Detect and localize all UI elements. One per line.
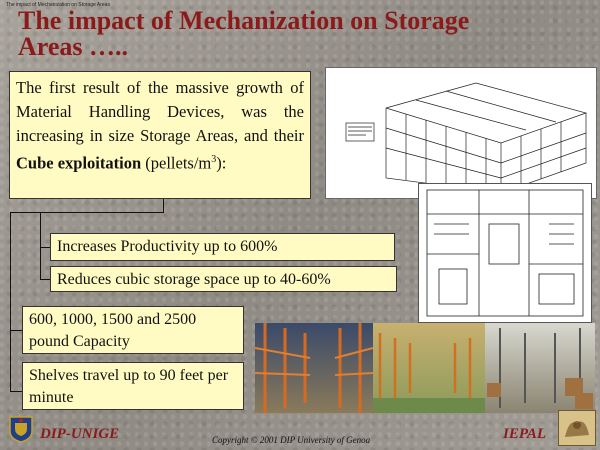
slide-title [18, 8, 558, 60]
callout-shelves-travel: Shelves travel up to 90 feet per minute [22, 362, 244, 410]
slide-caption: The impact of Mechanization on Storage Areas [6, 2, 110, 8]
warehouse-floor-plan [418, 183, 592, 323]
footer-org-left: DIP-UNIGE [40, 426, 120, 442]
connector-line [10, 212, 164, 213]
connector-line [40, 279, 50, 280]
title-line-1: The impact of Mechanization on Storage [18, 6, 470, 35]
callout-cubic-space: Reduces cubic storage space up to 40-60% [50, 266, 397, 292]
callout-capacity: 600, 1000, 1500 and 2500 pound Capacity [22, 306, 244, 354]
connector-line [40, 247, 50, 248]
callout-productivity: Increases Productivity up to 600% [50, 233, 395, 261]
warehouse-photos [255, 323, 595, 413]
rack-isometric-drawing [325, 67, 597, 199]
footer-org-right: IEPAL [503, 426, 547, 442]
intro-superscript: 3 [211, 154, 217, 165]
connector-line [10, 330, 22, 331]
university-crest-icon [8, 415, 34, 443]
connector-line [10, 212, 11, 392]
connector-line [163, 199, 164, 213]
intro-text-end: ): [216, 153, 227, 173]
intro-text: The first result of the massive growth of Material Handling Devices, was the increasing in size Storage Areas, and their [16, 78, 304, 145]
intro-text-box [9, 71, 311, 199]
title-line-2: Areas ….. [18, 32, 129, 61]
connector-line [10, 391, 22, 392]
iepal-logo-icon [558, 410, 596, 446]
footer-copyright: Copyright © 2001 DIP University of Genoa [212, 435, 371, 445]
connector-line [40, 212, 41, 280]
intro-bold-text: Cube exploitation [16, 153, 142, 173]
intro-text-after: (pellets/m [141, 153, 212, 173]
